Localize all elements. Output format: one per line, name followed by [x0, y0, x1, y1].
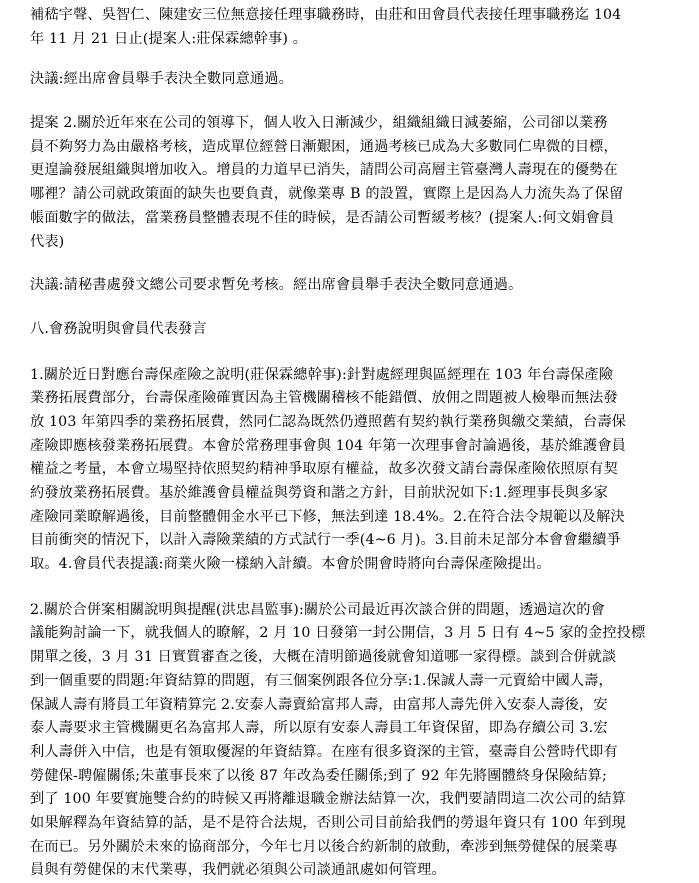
text-line: 1.關於近日對應台壽保產險之說明(莊保霖總幹事):針對處經理與區經理在 103 年台壽保產險: [30, 366, 614, 383]
text-line: 提案 2.關於近年來在公司的領導下，個人收入日漸減少，組織組織日減萎縮，公司卻以業務: [30, 115, 608, 132]
resolution-paragraph: [30, 68, 680, 92]
resolution-paragraph: [30, 274, 680, 298]
text-line: 員不夠努力為由嚴格考核，造成單位經營日漸艱困，通過考核已成為大多數同仁卑微的目標，: [30, 138, 618, 155]
text-line: 在而已。另外關於未來的協商部分，今年七月以後合約新制的啟動，牽涉到無勞健保的展業專: [30, 838, 618, 855]
proposal-paragraph: [30, 112, 680, 254]
text-line: 勞健保-聘僱關係;朱董事長來了以後 87 年改為委任關係;到了 92 年先將團體終身保險結算;: [30, 767, 607, 784]
section-heading: [30, 318, 680, 342]
text-line: 利人壽併入中信，也是有領取優渥的年資結算。在座有很多資深的主管，臺壽自公營時代即有: [30, 743, 618, 760]
text-line: 如果解釋為年資結算的話，是不是符合法規，否則公司目前給我們的勞退年資只有 100 年到現: [30, 814, 627, 831]
text-line: 員與有勞健保的末代業專，我們就必須與公司談通訊處如何管理。: [30, 862, 446, 879]
text-line: 約發放業務拓展費。基於維護會員權益與勞資和諧之方針，目前狀況如下:1.經理事長與多家: [30, 485, 608, 501]
text-line: 決議:請秘書處發文總公司要求暫免考核。經出席會員舉手表決全數同意通過。: [30, 277, 523, 294]
text-line: 到一個重要的問題:年資結算的問題，有三個案例跟各位分享:1.保誠人壽一元賣給中國人壽，: [30, 672, 613, 689]
text-line: 更遑論發展組織與增加收入。增員的力道早已消失，請問公司高層主管臺灣人壽現在的優勢在: [30, 162, 618, 179]
text-line: 保誠人壽有將員工年資精算完 2.安泰人壽賣給富邦人壽，由富邦人壽先併入安泰人壽後，安: [30, 696, 608, 713]
text-line: 產險即應核發業務拓展費。本會於常務理事會與 104 年第一次理事會討論過後，基於維護會員: [30, 437, 627, 454]
text-line: 泰人壽要求主管機關更名為富邦人壽，所以原有安泰人壽員工年資保留，即為存續公司 3.宏: [30, 720, 608, 737]
text-line: 決議:經出席會員舉手表決全數同意通過。: [30, 71, 294, 88]
text-line: 哪裡？請公司就政策面的缺失也要負責，就像業專 B 的設置，實際上是因為人力流失為了保留: [30, 186, 624, 203]
text-line: 帳面數字的做法，當業務員整體表現不佳的時候，是否請公司暫緩考核？(提案人:何文娟會員: [30, 209, 615, 226]
text-line: 補嵇宇聲、吳智仁、陳建安三位無意接任理事職務時，由莊和田會員代表接任理事職務迄 104: [30, 7, 622, 23]
text-line: 業務拓展費部分，台壽保產險確實因為主管機關稽核不能錯價、放佣之問題被人檢舉而無法發: [30, 390, 618, 407]
text-line: 放 103 年第四季的業務拓展費，然同仁認為既然仍遵照舊有契約執行業務與繳交業績，台壽保: [30, 413, 627, 430]
document-page: [30, 4, 680, 883]
text-line: 目前衝突的情況下，以計入壽險業績的方式試行一季(4~6 月)。3.目前未足部分本會會繼續爭: [30, 532, 621, 549]
text-line: 代表): [30, 233, 65, 250]
section-title: 八.會務說明與會員代表發言: [30, 320, 207, 337]
text-line: 年 11 月 21 日止(提案人:莊保霖總幹事) 。: [30, 30, 308, 47]
text-line: 權益之考量，本會立場堅持依照契約精神爭取原有權益，故多次發文請台壽保產險依照原有契: [30, 461, 618, 478]
text-line: 產險同業瞭解過後，目前整體佣金水平已下修，無法到達 18.4%。2.在符合法令規範以及解決: [30, 508, 625, 525]
intro-paragraph: [30, 4, 680, 51]
text-line: 議能夠討論一下，就我個人的瞭解，2 月 10 日發第一封公開信，3 月 5 日有 4~5 家的金控投標: [30, 625, 646, 642]
explanation-item-2: [30, 599, 680, 883]
explanation-item-1: [30, 364, 680, 577]
text-line: 到了 100 年要實施雙合約的時候又再將離退職金辦法結算一次，我們要請問這二次公司的結算: [30, 791, 627, 808]
text-line: 開單之後，3 月 31 日實質審查之後，大概在清明節過後就會知道哪一家得標。談到合併就談: [30, 649, 617, 666]
text-line: 取。4.會員代表提議:商業火險一樣納入計續。本會於開會時將向台壽保產險提出。: [30, 556, 551, 573]
text-line: 2.關於合併案相關說明與提醒(洪忠昌監事):關於公司最近再次談合併的問題，透過這次的會: [30, 601, 605, 618]
